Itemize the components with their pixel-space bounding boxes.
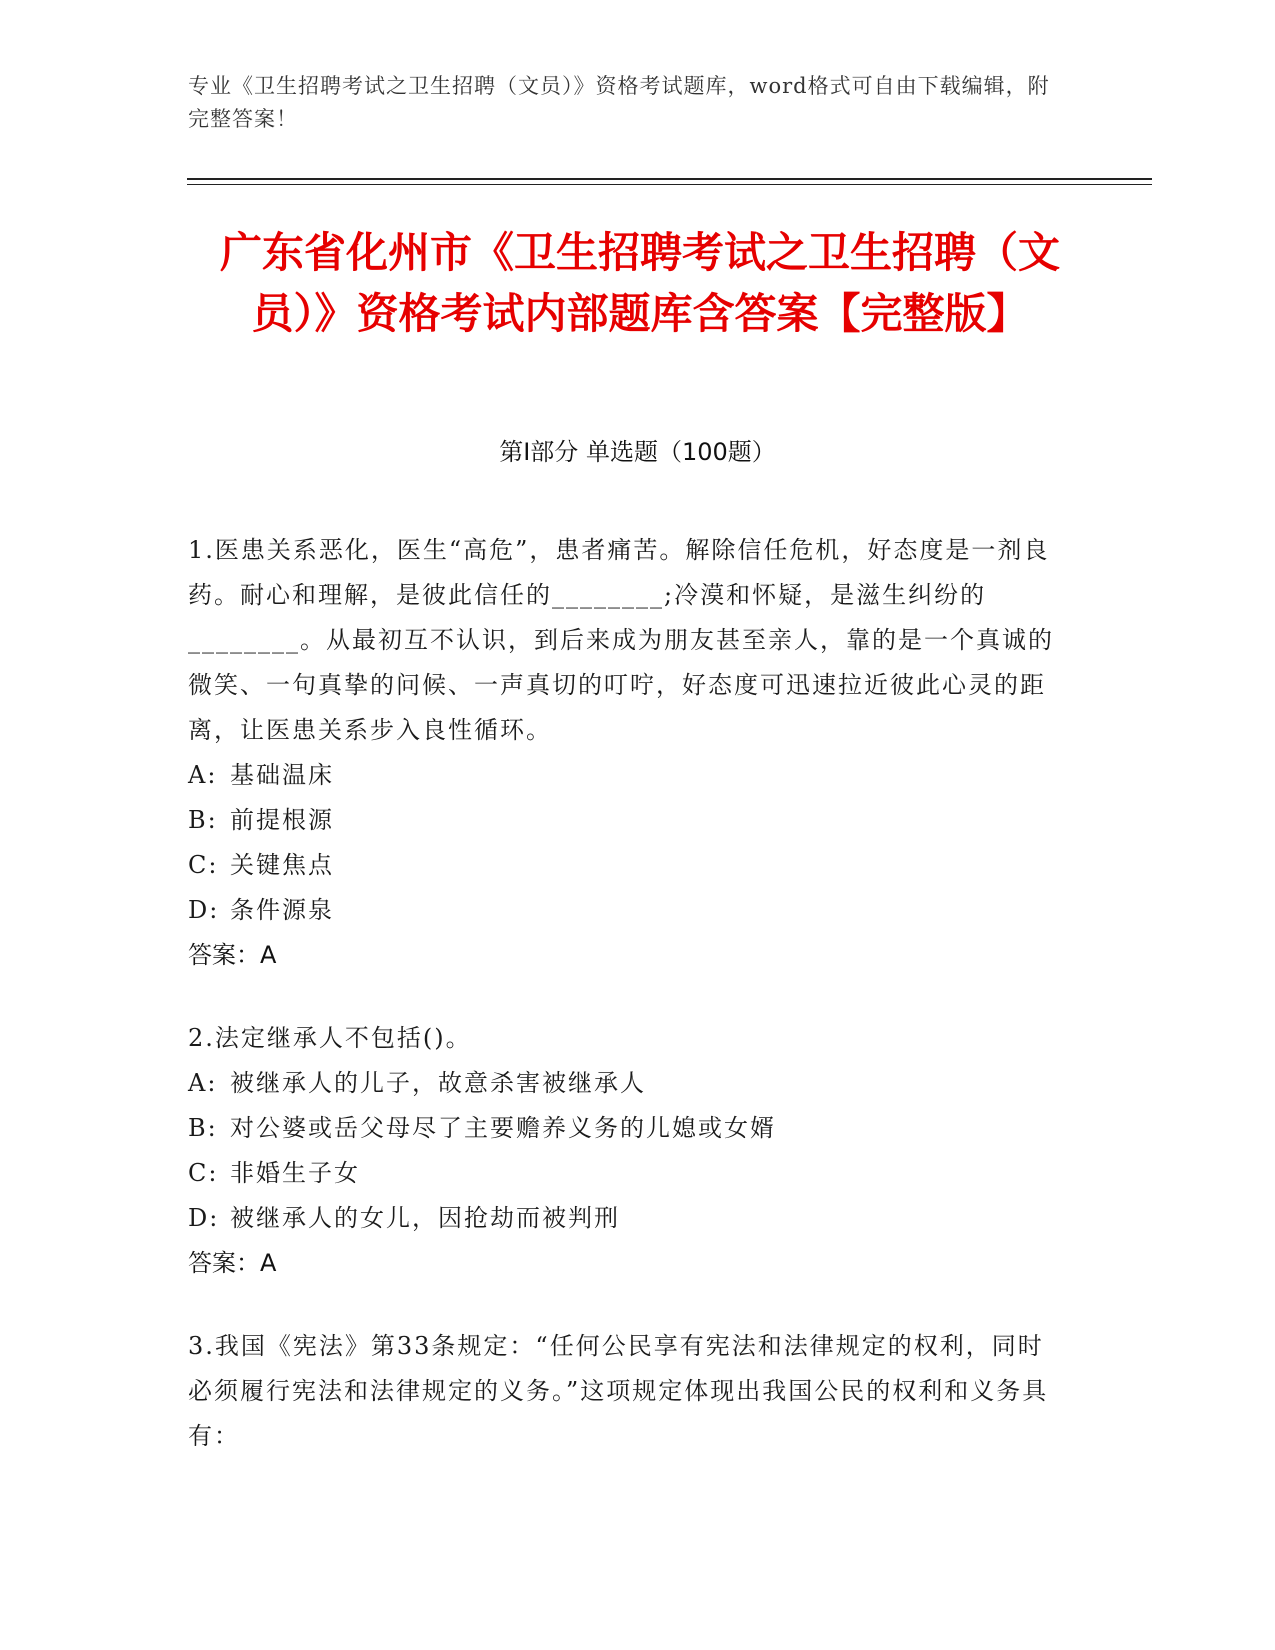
option-letter: A: <box>188 1069 218 1097</box>
option-text: 对公婆或岳父母尽了主要赡养义务的儿媳或女婿 <box>230 1114 776 1142</box>
option-letter: B: <box>188 806 218 834</box>
question-3 <box>188 1324 1068 1459</box>
option-text: 基础温床 <box>230 761 334 789</box>
option-b <box>188 1106 1068 1151</box>
header-divider-thick <box>187 178 1152 180</box>
question-stem: 1.医患关系恶化，医生“高危”，患者痛苦。解除信任危机，好态度是一剂良药。耐心和理解，是彼此信任的________;冷漠和怀疑，是滋生纠纷的________。从最初互不认识，到后来成为朋友甚至亲人，靠的是一个真诚的微笑、一句真挚的问候、一声真切的叮咛，好态度可迅速拉近彼此心灵的距离，让医患关系步入良性循环。 <box>188 536 1054 744</box>
option-letter: A: <box>188 761 218 789</box>
answer-line: 答案：A <box>188 941 277 969</box>
option-c <box>188 1151 1068 1196</box>
option-d <box>188 1196 1068 1241</box>
option-text: 被继承人的儿子，故意杀害被继承人 <box>230 1069 646 1097</box>
option-a <box>188 753 1068 798</box>
question-stem: 2.法定继承人不包括()。 <box>188 1024 472 1052</box>
option-text: 被继承人的女儿，因抢劫而被判刑 <box>230 1204 620 1232</box>
answer-line: 答案：A <box>188 1249 277 1277</box>
header-note: 专业《卫生招聘考试之卫生招聘（文员）》资格考试题库，word格式可自由下载编辑，附完整答案！ <box>188 74 1050 131</box>
question-1 <box>188 528 1068 978</box>
option-text: 前提根源 <box>230 806 334 834</box>
option-b <box>188 798 1068 843</box>
option-a <box>188 1061 1068 1106</box>
option-letter: D: <box>188 1204 220 1232</box>
option-text: 非婚生子女 <box>230 1159 360 1187</box>
question-2 <box>188 1016 1068 1286</box>
option-letter: B: <box>188 1114 218 1142</box>
option-d <box>188 888 1068 933</box>
option-c <box>188 843 1068 888</box>
option-letter: C: <box>188 1159 219 1187</box>
document-title: 广东省化州市《卫生招聘考试之卫生招聘（文员）》资格考试内部题库含答案【完整版】 <box>219 228 1060 338</box>
section-heading: 第Ⅰ部分 单选题（100题） <box>499 438 776 466</box>
header-divider-thin <box>187 184 1152 185</box>
option-letter: D: <box>188 896 220 924</box>
question-list <box>188 528 1068 1497</box>
option-text: 关键焦点 <box>230 851 334 879</box>
option-text: 条件源泉 <box>230 896 334 924</box>
option-letter: C: <box>188 851 219 879</box>
question-stem: 3.我国《宪法》第33条规定：“任何公民享有宪法和法律规定的权利，同时必须履行宪法和法律规定的义务。”这项规定体现出我国公民的权利和义务具有： <box>188 1332 1049 1450</box>
